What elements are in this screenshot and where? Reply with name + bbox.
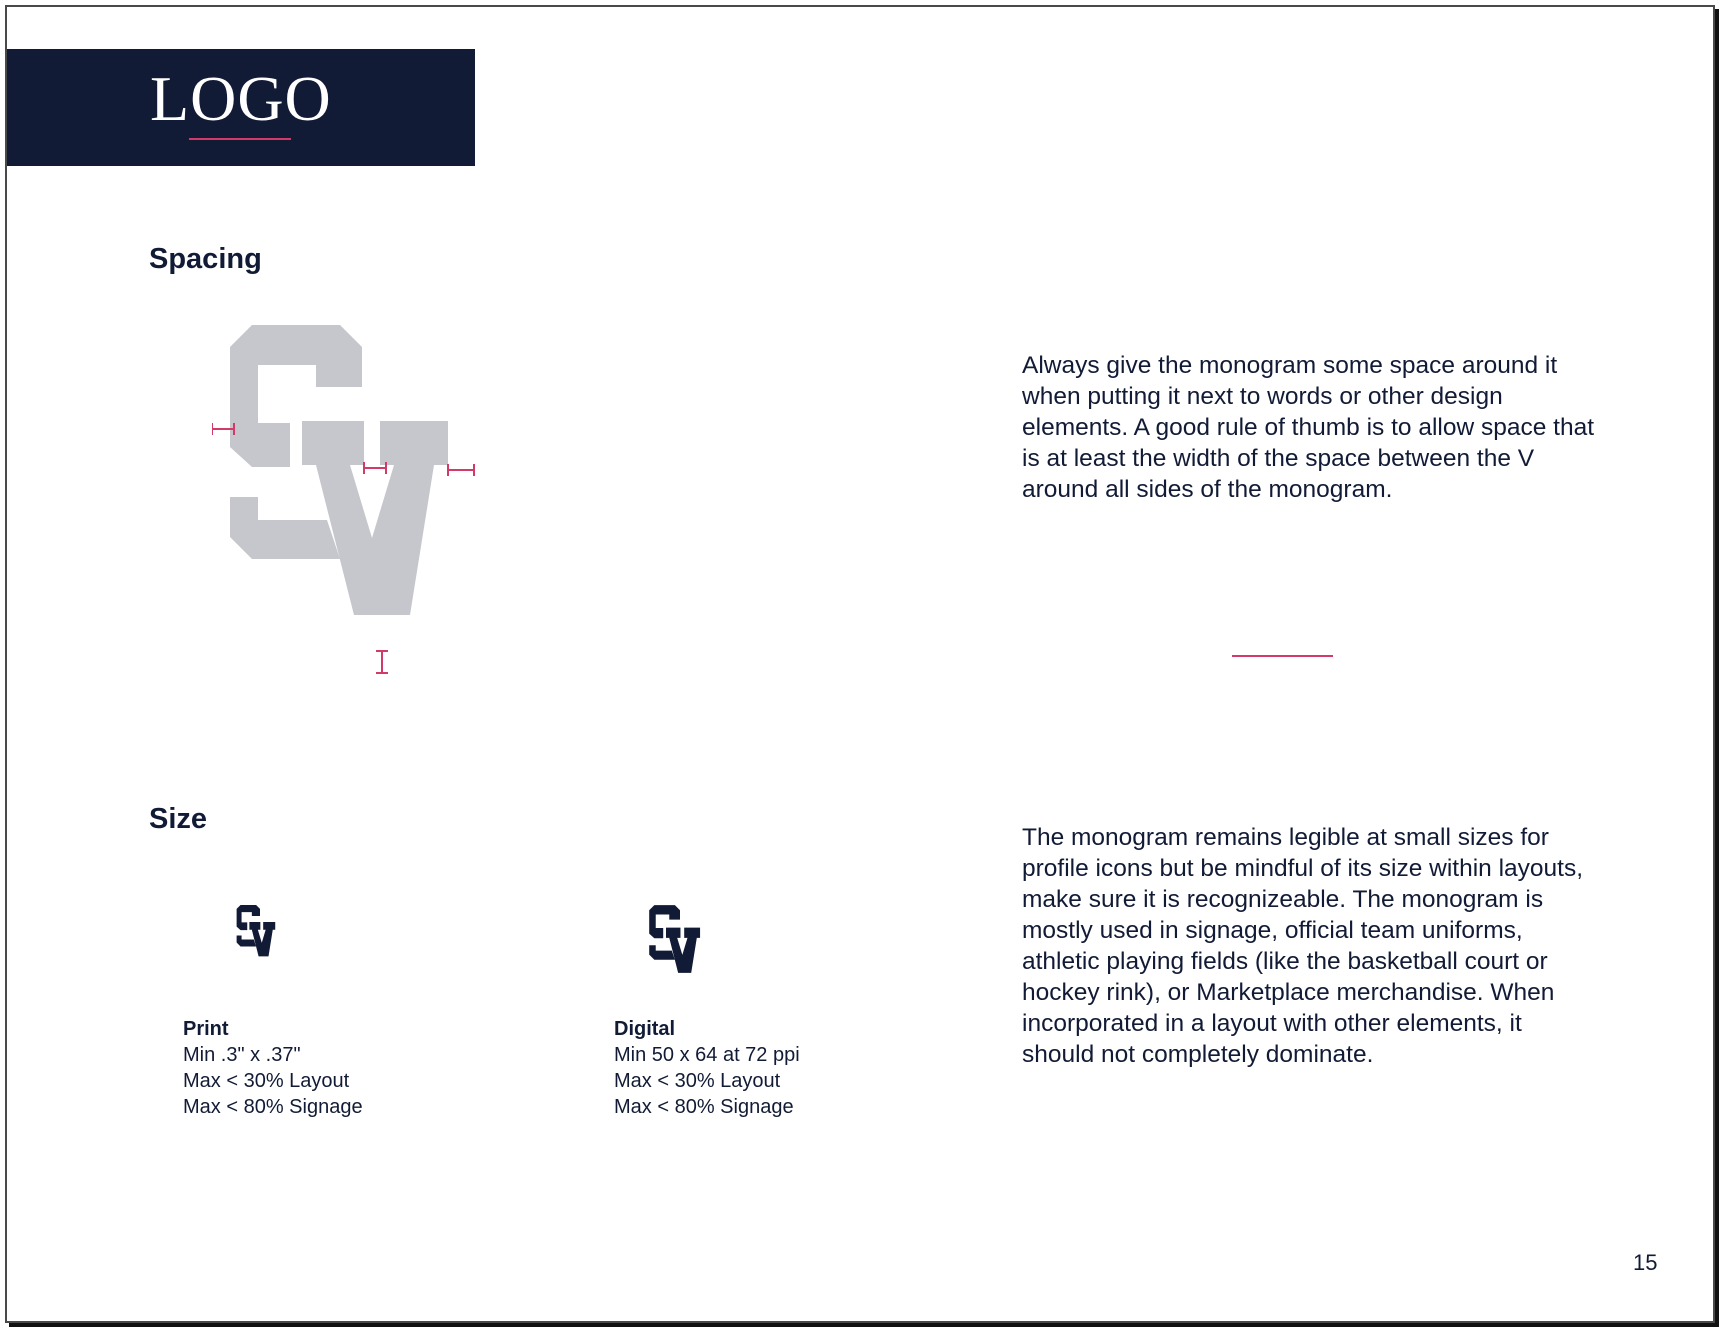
digital-spec-signage: Max < 80% Signage bbox=[614, 1096, 794, 1118]
monogram-spacing-diagram bbox=[212, 325, 512, 675]
spacing-description: Always give the monogram some space around it when putting it next to words or other design elements. A good rule of thumb is to allow space that is at least the width of the space between the V around all sides of the monogram. bbox=[1022, 352, 1595, 503]
accent-rule bbox=[1232, 655, 1333, 657]
size-description: The monogram remains legible at small sizes for profile icons but be mindful of its size within layouts, make sure it is recognizeable. The monogram is mostly used in signage, official team uniforms, athletic playing fields (like the basketball court or hockey rink), or Marketplace merchandise. When incorporated in a layout with other elements, it should not completely dominate. bbox=[1022, 824, 1584, 1068]
brand-guide-page bbox=[5, 5, 1715, 1323]
digital-spec-layout: Max < 30% Layout bbox=[614, 1070, 781, 1092]
digital-spec bbox=[614, 1016, 800, 1120]
monogram-digital-sample bbox=[645, 905, 715, 987]
print-spec bbox=[183, 1016, 363, 1120]
print-spec-title: Print bbox=[183, 1018, 229, 1040]
page-number: 15 bbox=[1633, 1250, 1658, 1275]
print-spec-min: Min .3" x .37" bbox=[183, 1044, 301, 1066]
print-spec-layout: Max < 30% Layout bbox=[183, 1070, 350, 1092]
digital-spec-min: Min 50 x 64 at 72 ppi bbox=[614, 1044, 800, 1066]
digital-spec-title: Digital bbox=[614, 1018, 676, 1040]
header-title: LOGO bbox=[150, 63, 332, 134]
monogram-v-shape bbox=[302, 421, 448, 615]
print-spec-signage: Max < 80% Signage bbox=[183, 1096, 363, 1118]
monogram-print-sample bbox=[233, 905, 287, 967]
size-heading: Size bbox=[149, 803, 208, 835]
header-underline bbox=[189, 138, 291, 140]
header-band bbox=[7, 49, 475, 166]
spacing-heading: Spacing bbox=[149, 243, 262, 275]
